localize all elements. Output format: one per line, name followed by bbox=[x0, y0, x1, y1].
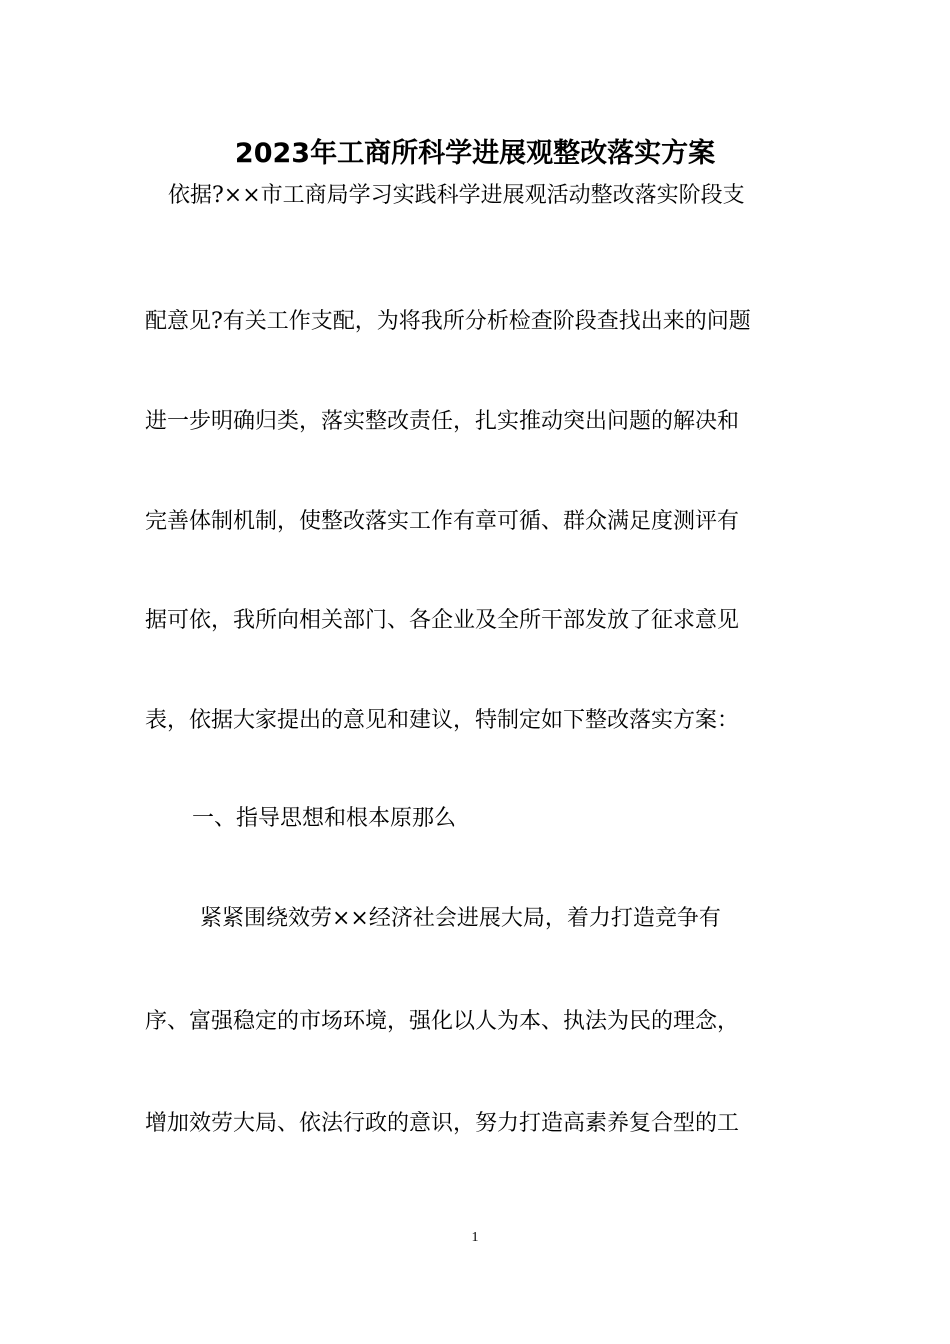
body-line-3: 进一步明确归类，落实整改责任，扎实推动突出问题的解决和 bbox=[145, 409, 740, 434]
document-title: 2023年工商所科学进展观整改落实方案 bbox=[234, 138, 716, 169]
page-number: 1 bbox=[471, 1230, 479, 1245]
body-line-8: 序、富强稳定的市场环境，强化以人为本、执法为民的理念， bbox=[145, 1009, 740, 1034]
body-line-9: 增加效劳大局、依法行政的意识，努力打造高素养复合型的工 bbox=[145, 1111, 740, 1136]
body-line-1: 依据?××市工商局学习实践科学进展观活动整改落实阶段支 bbox=[168, 183, 745, 208]
section-heading: 一、指导思想和根本原那么 bbox=[192, 806, 457, 831]
body-line-7: 紧紧围绕效劳××经济社会进展大局，着力打造竞争有 bbox=[200, 906, 721, 931]
body-line-4: 完善体制机制，使整改落实工作有章可循、群众满足度测评有 bbox=[145, 509, 740, 534]
body-line-2: 配意见?有关工作支配，为将我所分析检查阶段查找出来的问题 bbox=[145, 309, 751, 334]
body-line-6: 表，依据大家提出的意见和建议，特制定如下整改落实方案： bbox=[145, 708, 740, 733]
body-line-5: 据可依，我所向相关部门、各企业及全所干部发放了征求意见 bbox=[145, 608, 740, 633]
